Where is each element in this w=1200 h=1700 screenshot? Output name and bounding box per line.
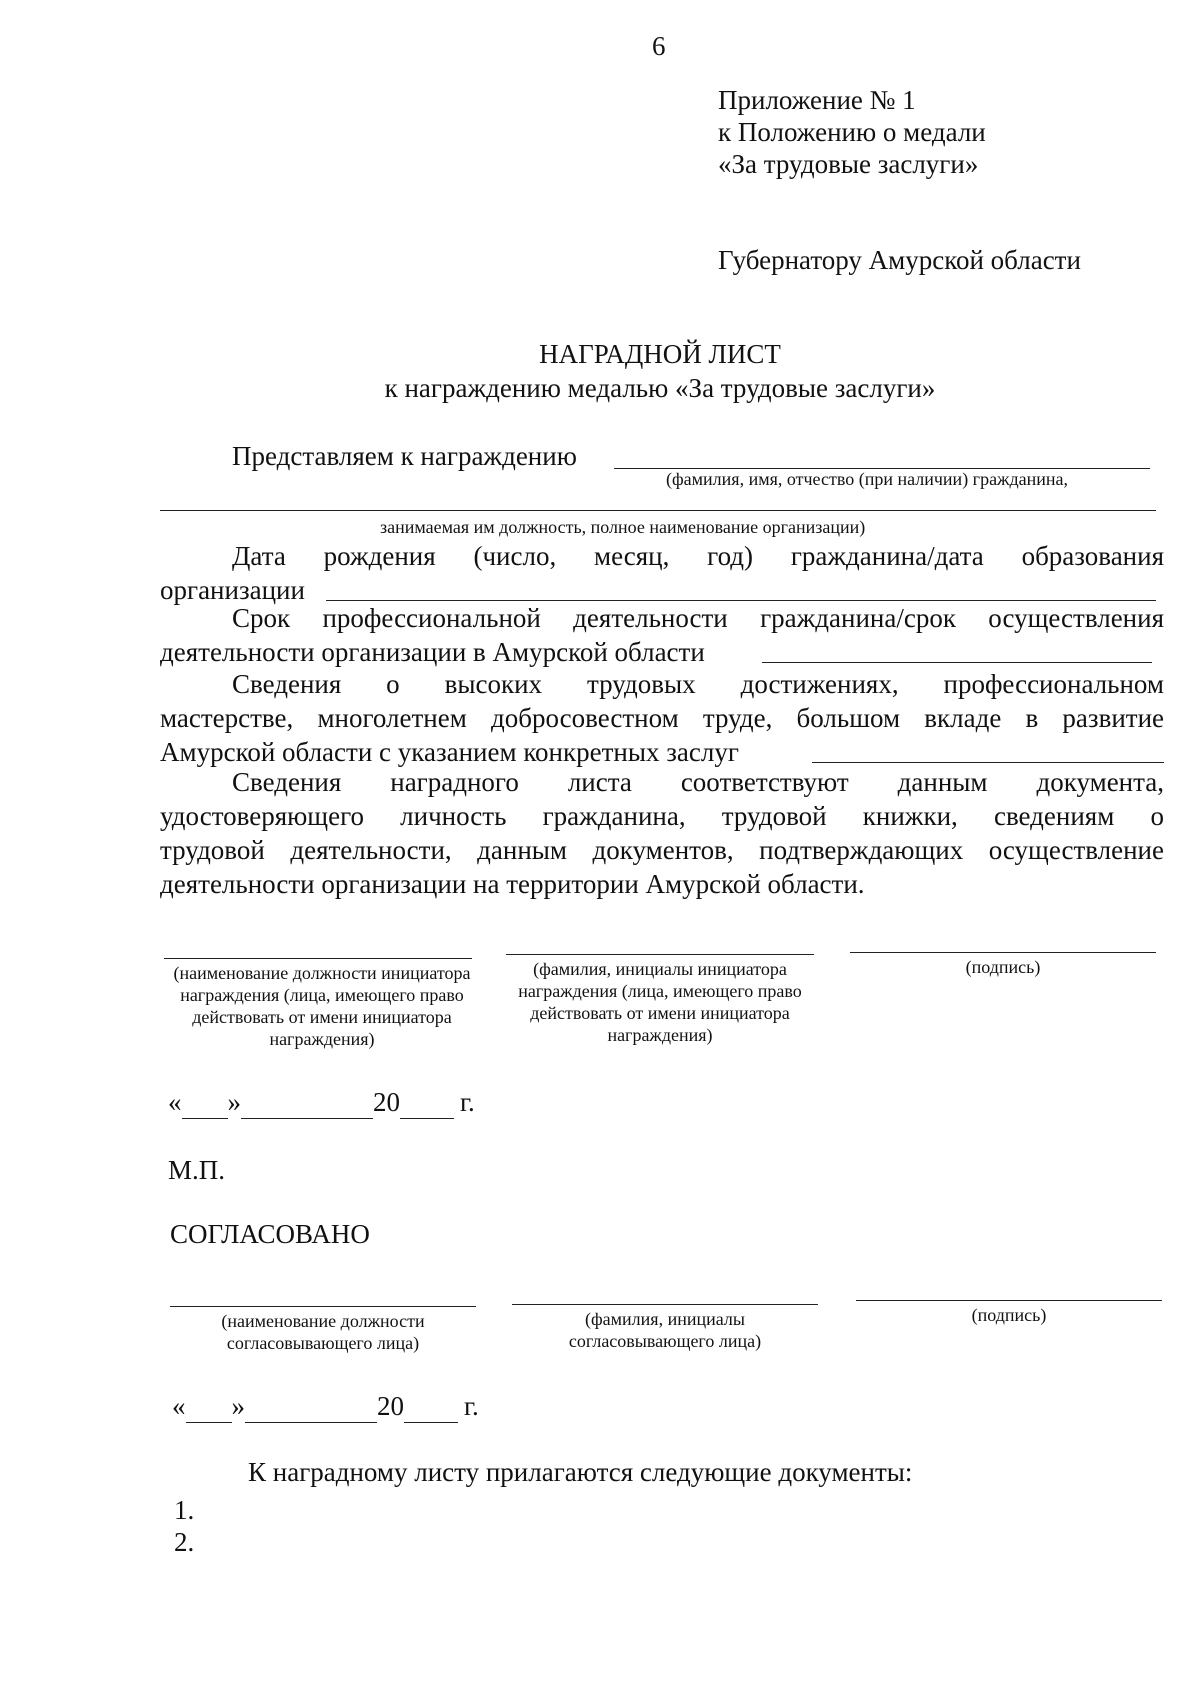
statement-line-2: удостоверяющего личность гражданина, трудовой книжки, сведениям о bbox=[160, 801, 1164, 831]
stamp-label: М.П. bbox=[168, 1155, 226, 1185]
initiator-position-field[interactable] bbox=[164, 958, 472, 959]
date-open-quote: « bbox=[172, 1391, 186, 1421]
achievements-field[interactable] bbox=[812, 762, 1164, 763]
term-field[interactable] bbox=[762, 662, 1152, 663]
birthdate-text-line-1: Дата рождения (число, месяц, год) гражданина/дата образования bbox=[232, 541, 1164, 571]
day-field[interactable] bbox=[186, 1390, 232, 1423]
year-field[interactable] bbox=[404, 1390, 458, 1423]
achievements-text-line-3: Амурской области с указанием конкретных заслуг bbox=[160, 737, 739, 767]
birthdate-text-line-2: организации bbox=[160, 575, 305, 605]
document-title: НАГРАДНОЙ ЛИСТ bbox=[539, 339, 781, 369]
day-field[interactable] bbox=[182, 1086, 228, 1119]
agreeing-signature-field[interactable] bbox=[856, 1300, 1162, 1301]
nominee-name-hint: (фамилия, имя, отчество (при наличии) гражданина, bbox=[666, 469, 1069, 489]
month-field[interactable] bbox=[241, 1086, 373, 1119]
initiator-signature-hint: (подпись) bbox=[965, 957, 1041, 977]
initiator-position-hint: (наименование должности инициатора награждения (лица, имеющего право действовать от имени инициатора награждения) bbox=[173, 963, 471, 1049]
birthdate-field[interactable] bbox=[326, 600, 1156, 601]
attachment-item: 2. bbox=[174, 1527, 195, 1557]
agreeing-date bbox=[172, 1390, 479, 1423]
agreeing-position-field[interactable] bbox=[170, 1306, 476, 1307]
addressee: Губернатору Амурской области bbox=[718, 245, 1081, 275]
agreeing-name-hint: (фамилия, инициалы согласовывающего лица) bbox=[568, 1309, 762, 1351]
attachment-item: 1. bbox=[174, 1495, 195, 1525]
term-text-line-2: деятельности организации в Амурской области bbox=[160, 637, 705, 667]
statement-line-3: трудовой деятельности, данным документов, подтверждающих осуществление bbox=[160, 835, 1164, 865]
initiator-name-field[interactable] bbox=[506, 954, 814, 955]
attachments-heading: К наградному листу прилагаются следующие документы: bbox=[248, 1457, 913, 1487]
achievements-text-line-2: мастерстве, многолетнем добросовестном труде, большом вкладе в развитие bbox=[160, 703, 1164, 733]
appendix-line-2: к Положению о медали bbox=[718, 117, 986, 147]
present-label: Представляем к награждению bbox=[232, 441, 577, 471]
year-prefix: 20 bbox=[373, 1087, 400, 1117]
statement-line-1: Сведения наградного листа соответствуют данным документа, bbox=[232, 767, 1164, 797]
initiator-name-hint: (фамилия, инициалы инициатора награждения (лица, имеющего право действовать от имени инициатора награждения) bbox=[518, 959, 802, 1045]
month-field[interactable] bbox=[245, 1390, 377, 1423]
agreeing-signature-hint: (подпись) bbox=[971, 1305, 1047, 1325]
achievements-text-line-1: Сведения о высоких трудовых достижениях, профессиональном bbox=[232, 669, 1164, 699]
agreeing-name-field[interactable] bbox=[512, 1304, 818, 1305]
page-number: 6 bbox=[652, 31, 666, 61]
nominee-position-field[interactable] bbox=[160, 510, 1156, 511]
date-open-quote: « bbox=[168, 1087, 182, 1117]
appendix-line-1: Приложение № 1 bbox=[718, 85, 916, 115]
date-close-quote: » bbox=[231, 1391, 245, 1421]
document-subtitle: к награждению медалью «За трудовые заслуги» bbox=[384, 373, 936, 403]
year-suffix: г. bbox=[464, 1391, 479, 1421]
agreed-label: СОГЛАСОВАНО bbox=[170, 1219, 370, 1249]
nominee-position-hint: занимаемая им должность, полное наименование организации) bbox=[380, 517, 866, 537]
appendix-block bbox=[718, 84, 986, 180]
appendix-line-3: «За трудовые заслуги» bbox=[718, 149, 979, 179]
initiator-date bbox=[168, 1086, 475, 1119]
year-suffix: г. bbox=[460, 1087, 475, 1117]
statement-line-4: деятельности организации на территории Амурской области. bbox=[160, 869, 865, 899]
year-prefix: 20 bbox=[377, 1391, 404, 1421]
agreeing-position-hint: (наименование должности согласовывающего лица) bbox=[221, 1311, 425, 1353]
year-field[interactable] bbox=[400, 1086, 454, 1119]
term-text-line-1: Срок профессиональной деятельности гражданина/срок осуществления bbox=[232, 603, 1164, 633]
date-close-quote: » bbox=[227, 1087, 241, 1117]
initiator-signature-field[interactable] bbox=[850, 952, 1156, 953]
